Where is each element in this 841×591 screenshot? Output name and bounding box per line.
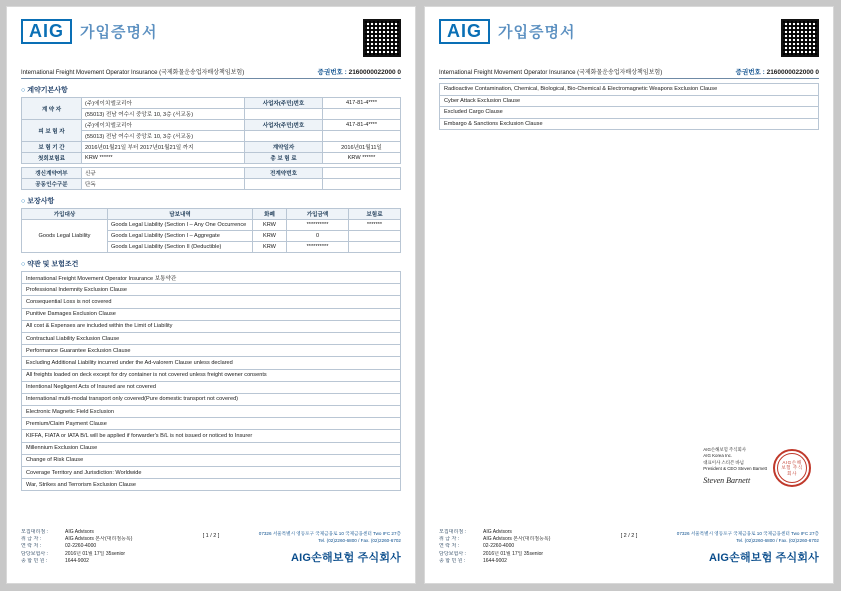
clause-row [22,393,401,405]
clause-text: Cyber Attack Exclusion Clause [440,95,819,107]
joint-underwriting-value: 단독 [82,179,245,190]
clause-row [22,296,401,308]
prev-contract-no-label: 전계약번호 [245,168,323,179]
coverage-col-premium: 보험료 [349,209,401,220]
renewal-label: 갱신계약여부 [22,168,82,179]
company-info-2 [677,531,819,565]
signer-company-kr: AIG손해보험 주식회사 [703,446,747,452]
complaint-label: 종 합 민 원 : [21,557,48,564]
brand-block [21,19,157,44]
clause-text: Contractual Liability Exclusion Clause [22,332,401,344]
signature-block [703,447,811,487]
section-heading-coverage-label: 보장사항 [27,198,55,205]
coverage-detail: Goods Legal Liability (Section I – Any One Occurrence [108,220,253,231]
clause-text: Premium/Claim Payment Clause [22,418,401,430]
contract-date-value: 2016년01월11일 [323,142,401,153]
aig-logo: AIG [439,19,490,44]
agency-label: 모집대리점 : [21,528,48,535]
handler-value: AIG Advisors 본사(대리점등록) [65,536,133,542]
contact-value: 02-2260-4000 [65,543,97,550]
footer-2 [439,529,819,565]
signer-info [703,447,767,487]
agency-row [439,529,589,536]
clause-table-page-1 [21,271,401,491]
agency-row [21,558,171,565]
page-number-1: [ 1 / 2 ] [202,533,220,539]
renewal-value: 신규 [82,168,245,179]
spacer-cell-3 [245,131,323,142]
agency-info-table [439,529,589,565]
agency-info-2 [439,529,589,565]
clause-text: Coverage Territory and Jurisdiction: Worldwide [22,467,401,479]
clause-text: Professional Indemnity Exclusion Clause [22,284,401,296]
clause-text: Excluded Cargo Clause [440,107,819,119]
contact-label: 연 락 처 : [439,543,460,550]
coverage-group-label: Goods Legal Liability [22,220,108,253]
insured-bizno-value: 417-81-4**** [323,120,401,131]
joint-underwriting-label: 공동인수구분 [22,179,82,190]
agency-info-table [21,529,171,565]
company-name-2: AIG손해보험 주식회사 [708,552,819,564]
manager-label: 담당보험사 : [21,550,48,557]
clause-text: Electronic Magnetic Field Exclusion [22,406,401,418]
contract-table [21,97,401,164]
coverage-amount: ********** [287,220,349,231]
company-info-1 [259,531,401,565]
clause-row [22,284,401,296]
clause-row [440,107,819,119]
insured-address: (55013) 전남 여수시 중앙로 10, 3층 (서교동) [82,131,245,142]
clause-text: Performance Guarantee Exclusion Clause [22,345,401,357]
coverage-col-amount: 가입금액 [287,209,349,220]
clause-row [22,454,401,466]
coverage-col-target: 가입대상 [22,209,108,220]
clause-text: KIFFA, FIATA or IATA B/L will be applied if forwarder's B/L is not issued or noticed to Insurer [22,430,401,442]
spacer-cell-2 [323,109,401,120]
coverage-currency: KRW [253,220,287,231]
clause-row [22,272,401,284]
contractor-label: 계 약 자 [22,98,82,120]
clause-text: Millennium Exclusion Clause [22,442,401,454]
clause-row [440,118,819,130]
spacer-cell-5 [245,179,323,190]
document-title: 가입증명서 [80,24,158,41]
contact-label: 연 락 처 : [21,543,42,550]
table-row [22,179,401,190]
page-1 [6,6,416,584]
section-heading-contract [21,85,401,95]
certificate-number-label: 증권번호 : [317,69,347,76]
coverage-col-detail: 담보내역 [108,209,253,220]
agency-row [439,551,589,558]
renewal-table [21,167,401,190]
insurance-product-name: International Freight Movement Operator Insurance (국제화물운송업자배상책임보험) [21,70,245,76]
signer-title-en: President & CEO Steven Barnett [703,466,767,472]
clause-text: Intentional Negligent Acts of Insured are not covered [22,381,401,393]
coverage-currency: KRW [253,231,287,242]
agency-value: AIG Advisors [65,528,94,535]
clause-row [440,84,819,96]
period-label: 보 험 기 간 [22,142,82,153]
coverage-amount: ********** [287,242,349,253]
clause-row [22,369,401,381]
clause-row [22,418,401,430]
company-address-line-2: Tel. (02)2260-6800 / Fax. (02)2260-6702 [736,538,819,544]
table-row [22,142,401,153]
contract-date-label: 계약일자 [245,142,323,153]
table-row [22,153,401,164]
insured-bizno-label: 사업자(주민)번호 [245,120,323,131]
period-value: 2016년01월21일 부터 2017년01월21일 까지 [82,142,245,153]
insured-name: (주)에이치엘코리아 [82,120,245,131]
handler-label: 취 급 자 : [21,536,42,542]
spacer-cell-1 [245,109,323,120]
table-header-row [22,209,401,220]
agency-row [439,543,589,550]
clause-row [22,345,401,357]
clause-row [440,95,819,107]
section-heading-coverage [21,196,401,206]
contractor-address: (55013) 전남 여수시 중앙로 10, 3층 (서교동) [82,109,245,120]
section-heading-contract-label: 계약기본사항 [27,87,68,94]
clause-row [22,430,401,442]
prev-contract-no-value [323,168,401,179]
coverage-premium: ******* [349,220,401,231]
clause-row [22,479,401,491]
coverage-premium [349,242,401,253]
page-2-header [439,19,819,57]
bullet-circle-icon: ○ [21,87,26,94]
clause-text: All freights loaded on deck except for dry container is not covered unless freight owener consents [22,369,401,381]
agency-value: AIG Advisors [483,528,512,535]
certificate-number-block [318,67,401,76]
signer-title-kr: 대표이사 스티븐 바넘 [703,459,744,465]
handler-value: AIG Advisors 본사(대리점등록) [483,536,551,542]
clause-text: International multi-modal transport only covered(Pure domestic transport not covered) [22,393,401,405]
complaint-value: 1644-9002 [65,557,89,564]
first-premium-value: KRW ****** [82,153,245,164]
clause-text: Excluding Additional Liability incurred under the Ad-valorem Clause unless declared [22,357,401,369]
contractor-name: (주)에이치엘코리아 [82,98,245,109]
company-seal-text: AIG손해보험 주식회사 [777,453,807,483]
table-row [22,168,401,179]
manager-label: 담당보험사 : [439,550,466,557]
company-address-line-2: Tel. (02)2260-6800 / Fax. (02)2260-6702 [318,538,401,544]
clause-row [22,442,401,454]
clause-row [22,357,401,369]
coverage-amount: 0 [287,231,349,242]
company-name-1: AIG손해보험 주식회사 [290,552,401,564]
bullet-circle-icon: ○ [21,261,26,268]
agency-row [439,558,589,565]
clause-text: Consequential Loss is not covered [22,296,401,308]
table-row [22,98,401,109]
handler-label: 취 급 자 : [439,536,460,542]
aig-logo: AIG [21,19,72,44]
total-premium-value: KRW ****** [323,153,401,164]
total-premium-label: 총 보 험 료 [245,153,323,164]
clause-row [22,467,401,479]
coverage-currency: KRW [253,242,287,253]
qr-code-icon [363,19,401,57]
document-title: 가입증명서 [498,24,576,41]
company-address-line-1: 07326 서울특별시 영등포구 국제금융로 10 국제금융센터 Two IFC 27층 [258,531,401,537]
spacer-cell-6 [323,179,401,190]
clause-row [22,320,401,332]
signature: Steven Barnett [703,476,751,485]
agency-label: 모집대리점 : [439,528,466,535]
contact-value: 02-2260-4000 [483,543,515,550]
bullet-circle-icon: ○ [21,198,26,205]
manager-value: 2016년 01월 17일 35senior [483,550,544,557]
table-row [22,220,401,231]
section-heading-clauses [21,259,401,269]
certificate-number-value: 2160000022000 0 [348,69,401,76]
coverage-detail: Goods Legal Liability (Section II (Deductible) [108,242,253,253]
clause-text: Change of Risk Clause [22,454,401,466]
coverage-premium [349,231,401,242]
qr-code-icon [781,19,819,57]
certificate-number-value: 2160000022000 0 [766,69,819,76]
footer-1 [21,529,401,565]
page-number-2: [ 2 / 2 ] [620,533,638,539]
table-row [22,120,401,131]
clause-row [22,332,401,344]
company-seal-icon [773,449,811,487]
subheader-2 [439,67,819,79]
clause-text: War, Strikes and Terrorism Exclusion Clause [22,479,401,491]
contractor-bizno-label: 사업자(주민)번호 [245,98,323,109]
clause-row [22,381,401,393]
agency-info-1 [21,529,171,565]
clause-table-page-2 [439,83,819,130]
insurance-product-name: International Freight Movement Operator Insurance (국제화물운송업자배상책임보험) [439,70,663,76]
agency-row [21,543,171,550]
page-2 [424,6,834,584]
agency-row [439,536,589,543]
complaint-label: 종 합 민 원 : [439,557,466,564]
clause-text: Radioactive Contamination, Chemical, Biological, Bio-Chemical & Electromagnetic Weapons Exclusion Clause [440,84,819,96]
agency-row [21,551,171,558]
coverage-detail: Goods Legal Liability (Section I – Aggregate [108,231,253,242]
first-premium-label: 첫회보험료 [22,153,82,164]
clause-text: Punitive Damages Exclusion Clause [22,308,401,320]
agency-row [21,529,171,536]
manager-value: 2016년 01월 17일 35senior [65,550,126,557]
subheader-1 [21,67,401,79]
spacer-cell-4 [323,131,401,142]
signer-company-en: AIG Korea Inc. [703,453,733,459]
agency-row [21,536,171,543]
clause-row [22,406,401,418]
page-1-header [21,19,401,57]
certificate-number-label: 증권번호 : [735,69,765,76]
contractor-bizno-value: 417-81-4**** [323,98,401,109]
insured-label: 피 보 험 자 [22,120,82,142]
complaint-value: 1644-9002 [483,557,507,564]
coverage-table [21,208,401,253]
clause-text: All cost & Expenses are included within the Limit of Liability [22,320,401,332]
clause-row [22,308,401,320]
company-address-line-1: 07326 서울특별시 영등포구 국제금융로 10 국제금융센터 Two IFC 27층 [676,531,819,537]
clause-text: International Freight Movement Operator Insurance 보통약관 [22,272,401,284]
brand-block-2 [439,19,575,44]
clause-text: Embargo & Sanctions Exclusion Clause [440,118,819,130]
coverage-col-currency: 화폐 [253,209,287,220]
section-heading-clauses-label: 약관 및 보험조건 [27,261,79,268]
certificate-number-block [736,67,819,76]
